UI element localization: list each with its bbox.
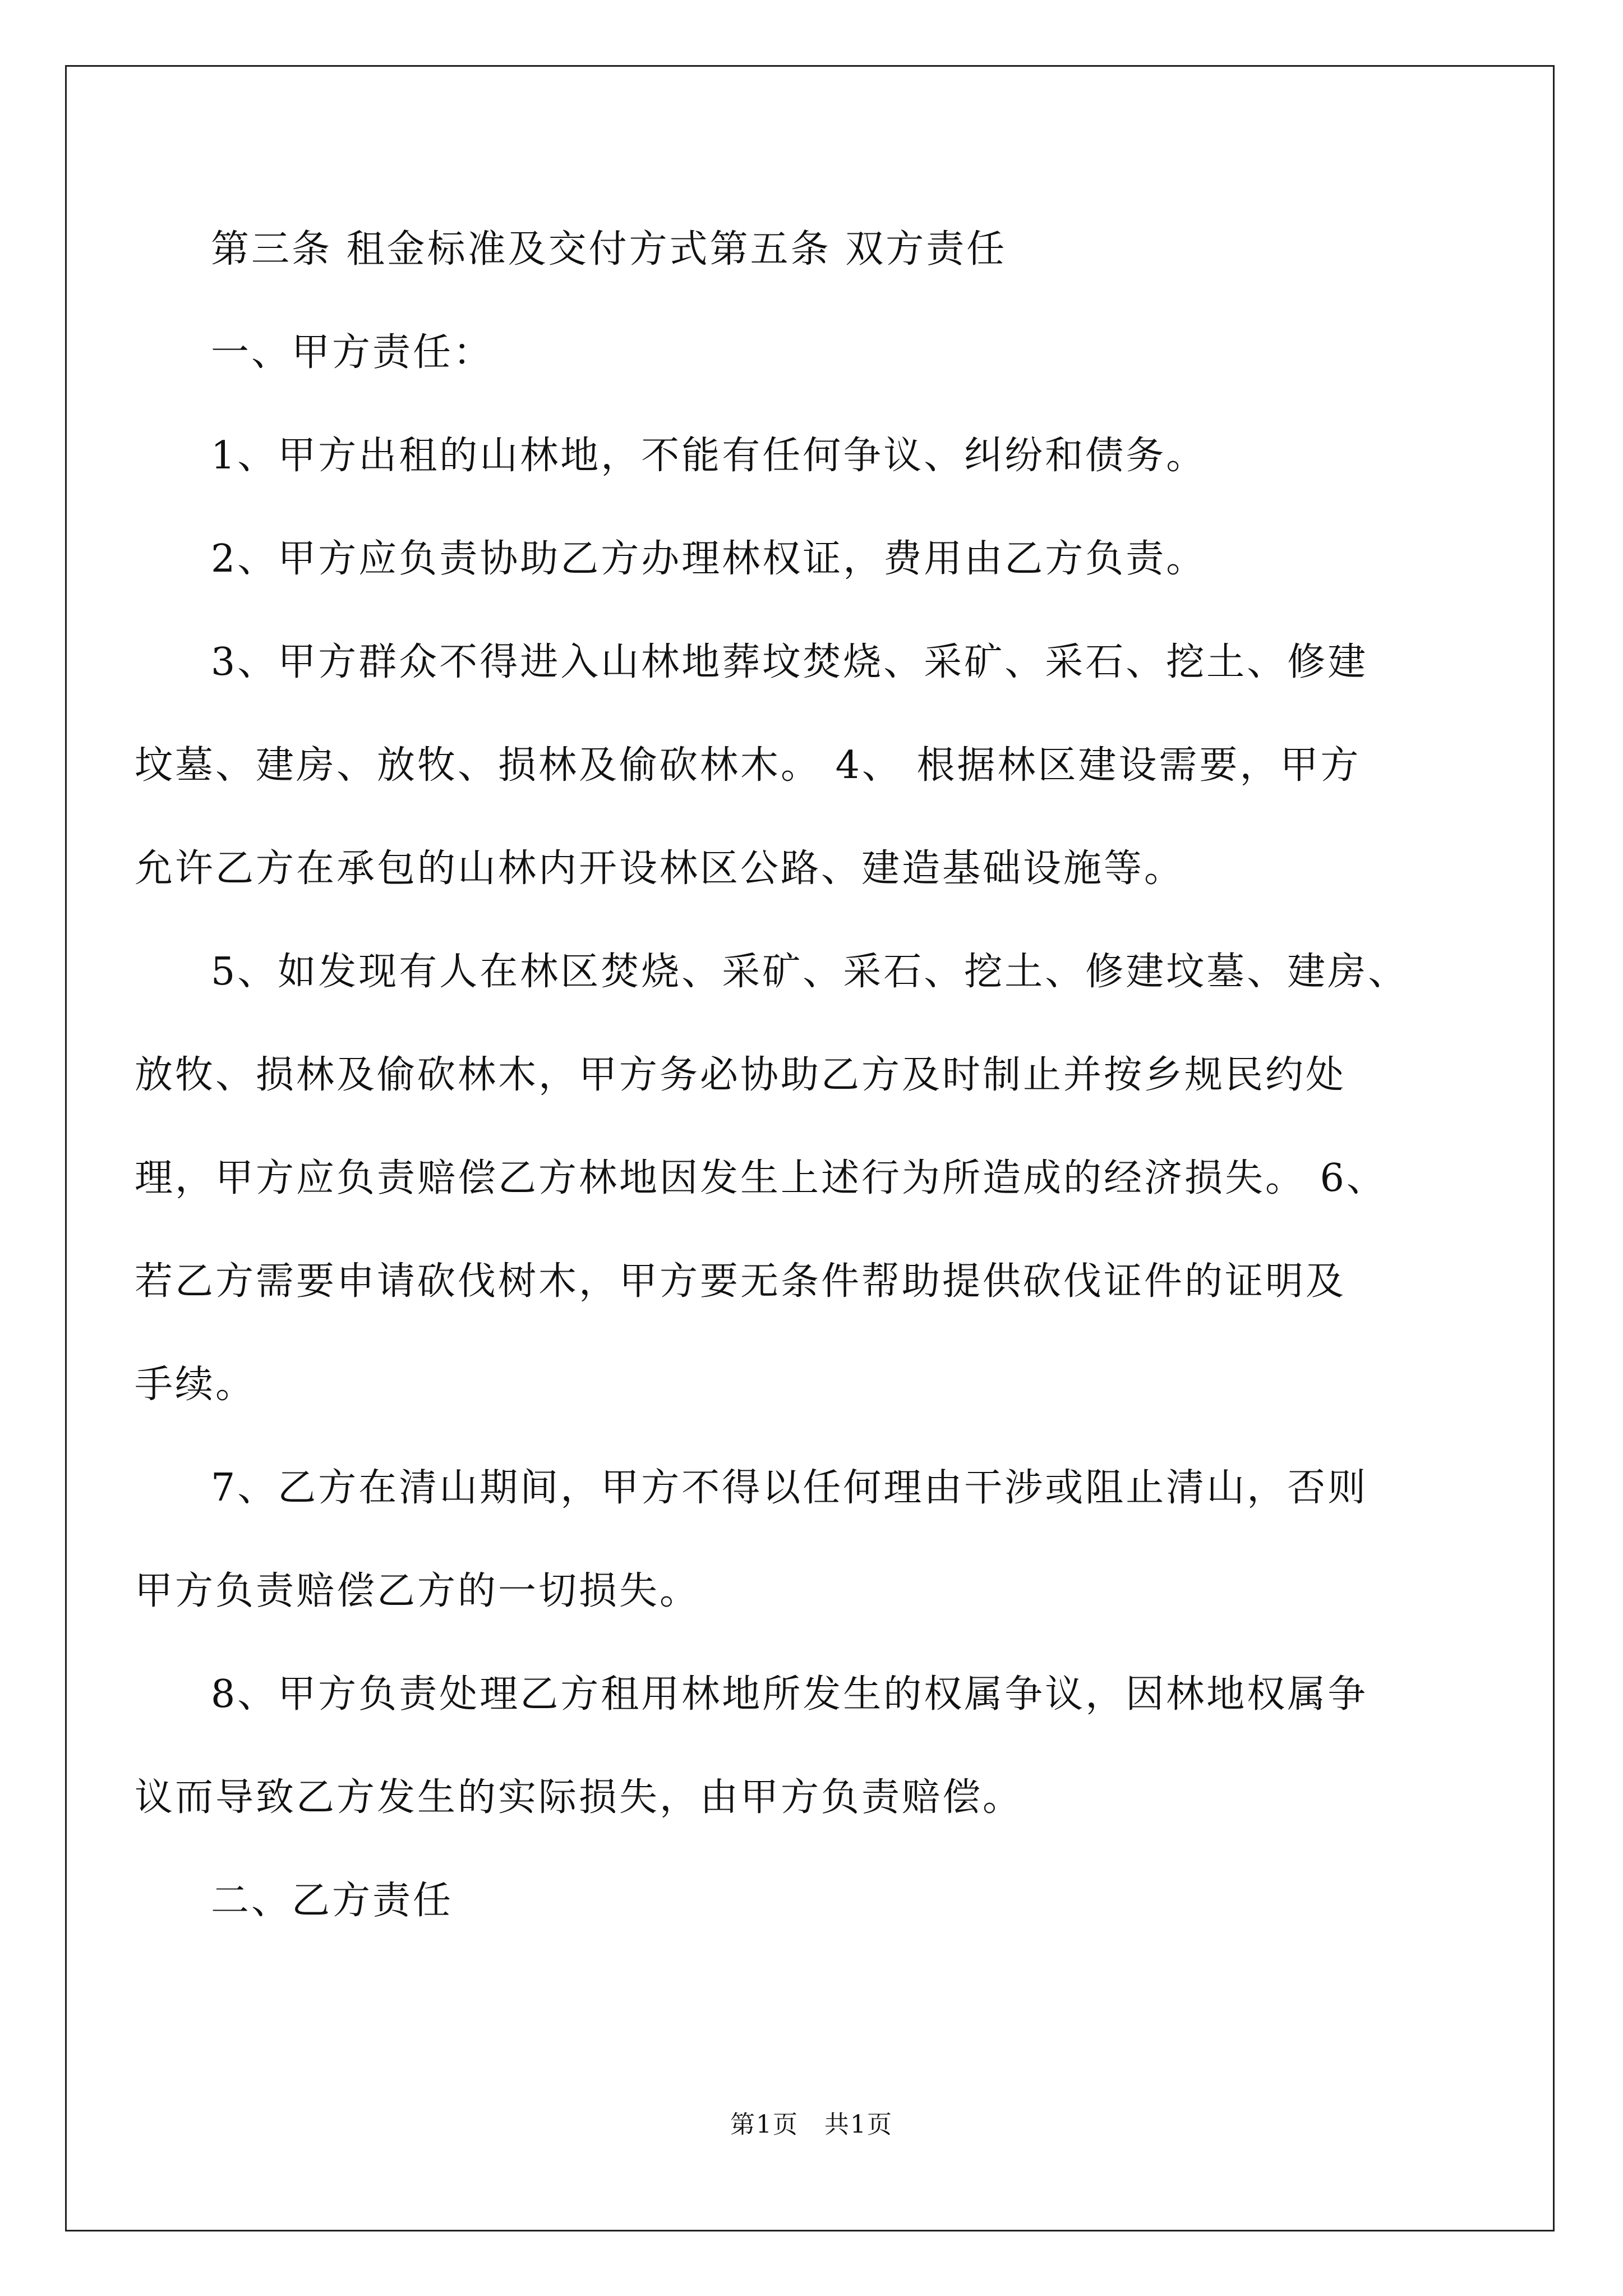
- paragraph-line: 5、如发现有人在林区焚烧、采矿、采石、挖土、修建坟墓、建房、: [211, 950, 1409, 994]
- paragraph-line: 坟墓、建房、放牧、损林及偷砍林木。 4、 根据林区建设需要，甲方: [135, 743, 1361, 788]
- paragraph-line: 理，甲方应负责赔偿乙方林地因发生上述行为所造成的经济损失。 6、: [135, 1156, 1387, 1200]
- paragraph-line: 7、乙方在清山期间，甲方不得以任何理由干涉或阻止清山，否则: [211, 1466, 1368, 1510]
- page-footer: 第1页 共1页: [730, 2110, 893, 2139]
- subsection-heading-party-a: 一、甲方责任：: [211, 330, 494, 375]
- paragraph-line: 若乙方需要申请砍伐树木，甲方要无条件帮助提供砍伐证件的证明及: [135, 1259, 1347, 1304]
- paragraph-line: 手续。: [135, 1363, 256, 1407]
- paragraph-line: 甲方负责赔偿乙方的一切损失。: [135, 1569, 700, 1613]
- paragraph-line: 3、甲方群众不得进入山林地葬坟焚烧、采矿、采石、挖土、修建: [211, 640, 1368, 684]
- paragraph-line: 放牧、损林及偷砍林木，甲方务必协助乙方及时制止并按乡规民约处: [135, 1053, 1347, 1097]
- paragraph-line: 1、甲方出租的山林地，不能有任何争议、纠纷和债务。: [211, 434, 1207, 478]
- paragraph-line: 8、甲方负责处理乙方租用林地所发生的权属争议，因林地权属争: [211, 1672, 1368, 1717]
- subsection-heading-party-b: 二、乙方责任: [211, 1879, 454, 1923]
- paragraph-line: 议而导致乙方发生的实际损失，由甲方负责赔偿。: [135, 1775, 1023, 1820]
- paragraph-line: 2、甲方应负责协助乙方办理林权证，费用由乙方负责。: [211, 537, 1207, 581]
- section-heading: 第三条 租金标准及交付方式第五条 双方责任: [211, 227, 1007, 272]
- paragraph-line: 允许乙方在承包的山林内开设林区公路、建造基础设施等。: [135, 846, 1185, 891]
